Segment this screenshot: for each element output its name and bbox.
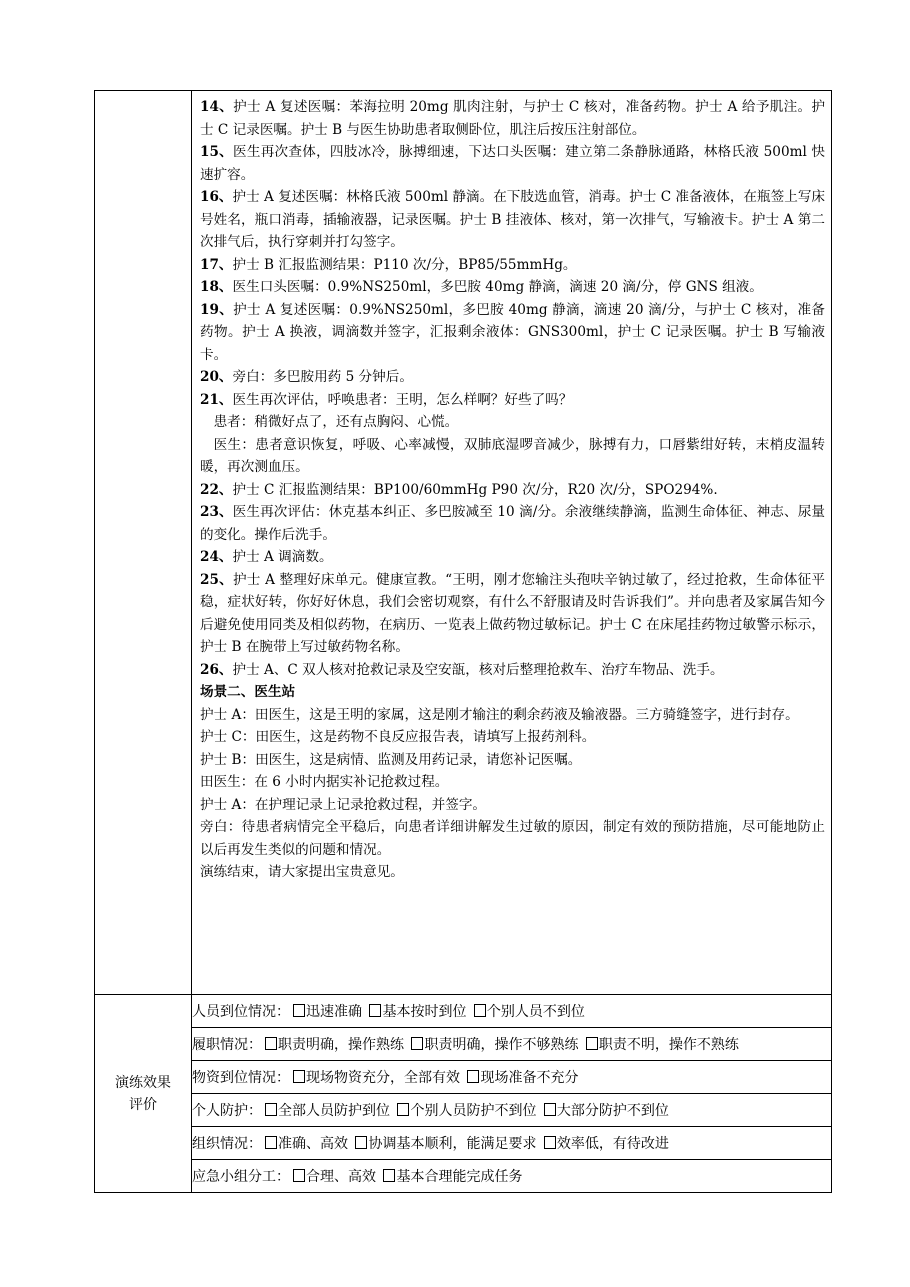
eval-option-label: 职责明确，操作不够熟练 <box>424 1037 583 1053</box>
checkbox-icon[interactable] <box>265 1103 277 1116</box>
step-18: 18、医生口头医嘱：0.9%NS250ml，多巴胺 40mg 静滴，滴速 20 滴/分，停 GNS 组液。 <box>200 279 763 295</box>
eval-option-label: 职责不明，操作不熟练 <box>598 1037 739 1053</box>
procedure-content-cell <box>192 91 832 995</box>
evaluation-row <box>95 1028 832 1061</box>
eval-option-label: 合理、高效 <box>306 1169 381 1185</box>
checkbox-icon[interactable] <box>544 1103 556 1116</box>
eval-row-division <box>192 1160 832 1193</box>
checkbox-icon[interactable] <box>265 1136 277 1149</box>
checkbox-icon[interactable] <box>411 1037 423 1050</box>
eval-option-label: 现场物资充分，全部有效 <box>306 1070 465 1086</box>
checkbox-icon[interactable] <box>544 1136 556 1149</box>
checkbox-icon[interactable] <box>586 1037 598 1050</box>
step-20: 20、旁白：多巴胺用药 5 分钟后。 <box>200 369 413 385</box>
procedure-row <box>95 91 832 995</box>
checkbox-icon[interactable] <box>474 1004 486 1017</box>
eval-prefix: 个人防护： <box>192 1103 262 1119</box>
eval-option-label: 个别人员不到位 <box>486 1004 585 1020</box>
checkbox-icon[interactable] <box>355 1136 367 1149</box>
step-17: 17、护士 B 汇报监测结果：P110 次/分，BP85/55mmHg。 <box>200 256 577 273</box>
eval-option-label: 大部分防护不到位 <box>556 1103 669 1119</box>
eval-prefix: 物资到位情况： <box>192 1070 290 1086</box>
step-26: 26、护士 A、C 双人核对抢救记录及空安瓿，核对后整理抢救车、治疗车物品、洗手。 <box>200 661 724 678</box>
evaluation-label-line2: 评价 <box>129 1096 157 1113</box>
eval-row-supplies <box>192 1061 832 1094</box>
step-16: 16、护士 A 复述医嘱：林格氏液 500ml 静滴。在下肢选血管，消毒。护士 C 准备液体，在瓶签上写床号姓名，瓶口消毒，插输液器，记录医嘱。护士 B 挂液体、核对，第一次排气，写输液卡。护士 A 第二次排气后，执行穿刺并打勾签字。 <box>200 189 826 250</box>
scene2-line: 田医生：在 6 小时内据实补记抢救过程。 <box>200 774 449 790</box>
evaluation-row <box>95 1094 832 1127</box>
step-21: 21、医生再次评估，呼唤患者：王明，怎么样啊？好些了吗？ <box>200 391 573 408</box>
eval-row-protection <box>192 1094 832 1127</box>
eval-option-label: 效率低，有待改进 <box>556 1136 669 1152</box>
eval-option-label: 职责明确，操作熟练 <box>278 1037 409 1053</box>
step-25: 25、护士 A 整理好床单元。健康宣教。“王明，刚才您输注头孢呋辛钠过敏了，经过抢救，生命体征平稳，症状好转，你好好休息，我们会密切观察，有什么不舒服请及时告诉我们”。并向患者及家属告知今后避免使用同类及相似药物，在病历、一览表上做药物过敏标记。护士 C 在床尾挂药物过敏警示标示，护士 B 在腕带上写过敏药物名称。 <box>200 571 826 655</box>
evaluation-row <box>95 1160 832 1193</box>
eval-option-label: 个别人员防护不到位 <box>410 1103 541 1119</box>
checkbox-icon[interactable] <box>467 1070 479 1083</box>
step-22: 22、护士 C 汇报监测结果：BP100/60mmHg P90 次/分，R20 次/分，SPO294%. <box>200 481 718 498</box>
scene2-line: 旁白：待患者病情完全平稳后，向患者详细讲解发生过敏的原因，制定有效的预防措施，尽可能地防止以后再发生类似的问题和情况。 <box>200 819 825 858</box>
dialogue-doctor: 医生：患者意识恢复，呼吸、心率减慢，双肺底湿啰音减少，脉搏有力，口唇紫绀好转，末梢皮温转暖，再次测血压。 <box>200 436 825 475</box>
evaluation-row <box>95 995 832 1028</box>
checkbox-icon[interactable] <box>293 1169 305 1182</box>
scene2-line: 演练结束，请大家提出宝贵意见。 <box>200 864 404 880</box>
step-23: 23、医生再次评估：休克基本纠正、多巴胺减至 10 滴/分。余液继续静滴，监测生命体征、神志、尿量的变化。操作后洗手。 <box>200 504 825 543</box>
eval-prefix: 组织情况： <box>192 1136 262 1152</box>
eval-row-organization <box>192 1127 832 1160</box>
eval-option-label: 准确、高效 <box>278 1136 353 1152</box>
evaluation-label-line1: 演练效果 <box>115 1074 171 1091</box>
scene2-line: 护士 A：田医生，这是王明的家属，这是刚才输注的剩余药液及输液器。三方骑缝签字，进行封存。 <box>200 706 799 723</box>
evaluation-row <box>95 1127 832 1160</box>
checkbox-icon[interactable] <box>369 1004 381 1017</box>
checkbox-icon[interactable] <box>397 1103 409 1116</box>
step-19: 19、护士 A 复述医嘱：0.9%NS250ml，多巴胺 40mg 静滴，滴速 20 滴/分，与护士 C 核对，准备药物。护士 A 换液，调滴数并签字，汇报剩余液体：GNS300ml，护士 C 记录医嘱。护士 B 写输液卡。 <box>200 301 825 363</box>
checkbox-icon[interactable] <box>293 1070 305 1083</box>
scene2-line: 护士 A：在护理记录上记录抢救过程，并签字。 <box>200 796 487 813</box>
procedure-label-cell <box>95 91 192 995</box>
eval-option-label: 基本按时到位 <box>382 1004 471 1020</box>
evaluation-row <box>95 1061 832 1094</box>
evaluation-label <box>95 995 192 1193</box>
eval-prefix: 应急小组分工： <box>192 1169 290 1185</box>
eval-row-duty <box>192 1028 832 1061</box>
step-24: 24、护士 A 调滴数。 <box>200 549 333 565</box>
checkbox-icon[interactable] <box>265 1037 277 1050</box>
scene2-heading: 场景二、医生站 <box>200 684 296 700</box>
eval-row-staff <box>192 995 832 1028</box>
checkbox-icon[interactable] <box>383 1169 395 1182</box>
step-14: 14、护士 A 复述医嘱：苯海拉明 20mg 肌肉注射，与护士 C 核对，准备药物。护士 A 给予肌注。护士 C 记录医嘱。护士 B 与医生协助患者取侧卧位，肌注后按压注射部位。 <box>200 99 825 138</box>
eval-option-label: 现场准备不充分 <box>480 1070 579 1086</box>
step-15: 15、医生再次查体，四肢冰冷，脉搏细速，下达口头医嘱：建立第二条静脉通路，林格氏液 500ml 快速扩容。 <box>200 144 825 183</box>
checkbox-icon[interactable] <box>293 1004 305 1017</box>
eval-option-label: 迅速准确 <box>306 1004 367 1020</box>
eval-option-label: 基本合理能完成任务 <box>396 1169 523 1185</box>
eval-prefix: 履职情况： <box>192 1037 262 1053</box>
drill-record-table <box>94 90 832 1193</box>
procedure-text <box>192 91 831 994</box>
eval-option-label: 全部人员防护到位 <box>278 1103 395 1119</box>
scene2-line: 护士 C：田医生，这是药物不良反应报告表，请填写上报药剂科。 <box>200 729 596 745</box>
eval-prefix: 人员到位情况： <box>192 1004 290 1020</box>
eval-option-label: 协调基本顺利，能满足要求 <box>368 1136 541 1152</box>
scene2-line: 护士 B：田医生，这是病情、监测及用药记录，请您补记医嘱。 <box>200 751 582 768</box>
dialogue-patient: 患者：稍微好点了，还有点胸闷、心慌。 <box>213 414 459 430</box>
